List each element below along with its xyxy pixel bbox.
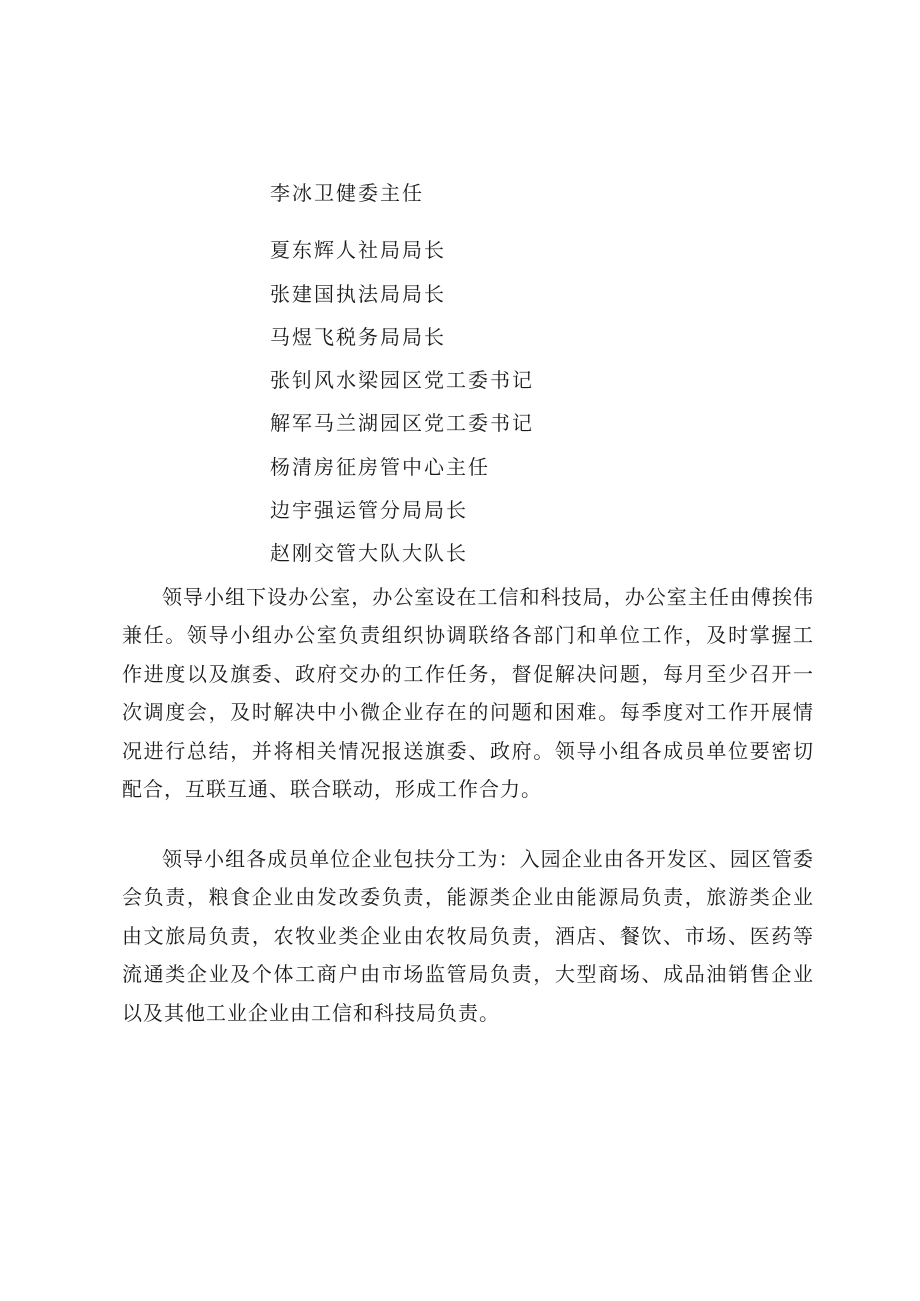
member-item: 解军马兰湖园区党工委书记 [270, 411, 534, 436]
member-item: 李冰卫健委主任 [270, 181, 424, 205]
member-item: 赵刚交管大队大队长 [270, 541, 468, 566]
member-item: 马煜飞税务局局长 [270, 324, 446, 349]
member-item: 杨清房征房管中心主任 [270, 454, 490, 479]
member-item: 边宇强运管分局局长 [270, 498, 468, 523]
office-paragraph: 领导小组下设办公室，办公室设在工信和科技局，办公室主任由傅挨伟兼任。领导小组办公室负责组织协调联络各部门和单位工作，及时掌握工作进度以及旗委、政府交办的工作任务，督促解决问题，每月至少召开一次调度会，及时解决中小微企业存在的问题和困难。每季度对工作开展情况进行总结，并将相关情况报送旗委、政府。领导小组各成员单位要密切配合，互联互通、联合联动，形成工作合力。 [122, 585, 814, 802]
responsibility-paragraph: 领导小组各成员单位企业包扶分工为：入园企业由各开发区、园区管委会负责，粮食企业由发改委负责，能源类企业由能源局负责，旅游类企业由文旅局负责，农牧业类企业由农牧局负责，酒店、餐饮、市场、医药等流通类企业及个体工商户由市场监管局负责，大型商场、成品油销售企业以及其他工业企业由工信和科技局负责。 [122, 847, 814, 1025]
member-item: 张钊风水梁园区党工委书记 [270, 368, 534, 393]
member-item: 张建国执法局局长 [270, 281, 446, 306]
member-item: 夏东辉人社局局长 [270, 238, 446, 263]
member-list [270, 172, 534, 576]
